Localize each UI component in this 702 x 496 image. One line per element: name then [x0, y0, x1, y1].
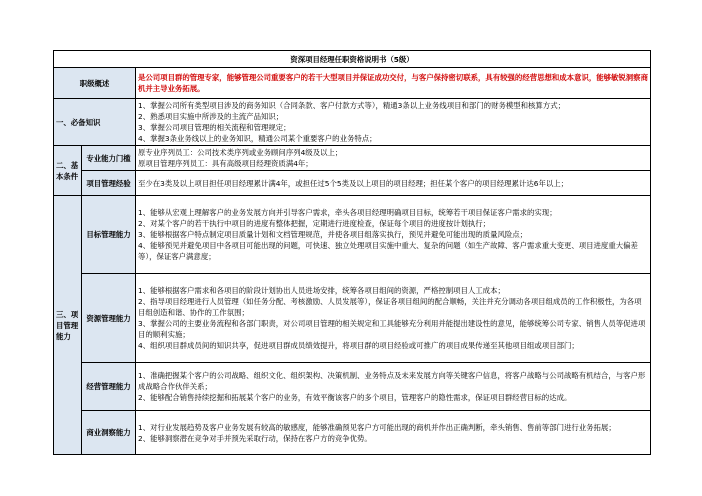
experience-label: 项目管理经验: [82, 171, 136, 196]
basic-conditions-label: 二、基本条件: [54, 146, 82, 196]
title-row: [54, 51, 651, 68]
insight-content: [136, 411, 651, 455]
target-mgmt-label: 目标管理能力: [82, 196, 136, 274]
overview-text: 是公司项目群的管理专家，能够管理公司重要客户的若干大型项目并保证成功交付，与客户保持密切联系，具有较强的经营思想和成本意识，能够敏锐洞察商机并主导业务拓展。: [136, 68, 651, 99]
knowledge-line: 4、掌握3条业务线以上的业务知识，精通公司某个重要客户的业务特点；: [138, 134, 377, 143]
resource-mgmt-line: 4、组织项目群成员间的知识共享，促进项目群成员绩效提升，将项目群的项目经验或可推广的项目成果传递至其他项目组或项目部门；: [138, 341, 579, 350]
insight-label: 商业洞察能力: [82, 411, 136, 455]
threshold-content: [136, 146, 651, 171]
threshold-label: 专业能力门槛: [82, 146, 136, 171]
overview-row: [54, 68, 651, 99]
knowledge-row: [54, 99, 651, 146]
resource-mgmt-content: [136, 274, 651, 363]
business-mgmt-label: 经营管理能力: [82, 363, 136, 411]
target-mgmt-row: [54, 196, 651, 274]
business-mgmt-content: [136, 363, 651, 411]
knowledge-label: 一、必备知识: [54, 99, 136, 146]
resource-mgmt-line: 3、掌握公司的主要业务流程和各部门职责，对公司项目管理的相关规定和工具能够充分利用并能提出建设性的意见，能够统筹公司专家、销售人员等促进项目的顺利实施；: [138, 319, 646, 339]
insight-line: 1、对行业发展趋势及客户业务发展有较高的敏感度，能够准确预见客户方可能出现的商机并作出正确判断，牵头销售、售前等部门进行业务拓展；: [138, 422, 616, 432]
resource-mgmt-label: 资源管理能力: [82, 274, 136, 363]
basic-experience-row: [54, 171, 651, 196]
knowledge-line: 3、掌握公司项目管理的相关流程和管理规定；: [138, 123, 291, 132]
threshold-line: 原专业序列员工：公司技术类序列或业务顾问序列4级及以上；: [138, 148, 343, 157]
knowledge-content: [136, 99, 651, 146]
experience-content: [136, 171, 651, 196]
document-title: 资深项目经理任职资格说明书（5级）: [54, 51, 651, 68]
target-mgmt-line: 3、能够根据客户特点制定项目质量计划和文档管理规范，并使各项目组落实执行，预见并避免可能出现的质量风险点；: [138, 230, 528, 239]
threshold-line: 原项目管理序列员工：具有高级项目经理资质满4年；: [138, 159, 313, 168]
basic-threshold-row: [54, 146, 651, 171]
target-mgmt-content: [136, 196, 651, 274]
target-mgmt-line: 2、对某个客户的若干执行中项目的进度有整体把握，定期进行进度检查，保证每个项目的进度按计划执行；: [138, 219, 491, 228]
qualification-table: [53, 50, 651, 455]
business-mgmt-line: 1、准确把握某个客户的公司战略、组织文化、组织架构、决策机制、业务特点及未来发展方向等关键客户信息，将客户战略与公司战略有机结合，与客户形成战略合作伙伴关系；: [138, 371, 646, 391]
knowledge-line: 2、熟悉项目实施中所涉及的主流产品知识；: [138, 112, 284, 121]
project-mgmt-ability-label: 三、项目管理能力: [54, 196, 82, 455]
target-mgmt-line: 1、能够从宏观上理解客户的业务发展方向并引导客户需求，牵头各项目经理明确项目目标，统筹若干项目保证客户需求的实现；: [138, 208, 557, 217]
experience-line: 至少在3类及以上项目担任项目经理累计满4年，或担任过5个5类及以上项目的项目经理；担任某个客户的项目经理累计达6年以上；: [138, 178, 569, 188]
target-mgmt-line: 4、能够预见并避免项目中各项目可能出现的问题，可快速、独立处理项目实施中重大、复杂的问题（如生产故障、客户需求重大变更、项目进度重大偏差等），保证客户满意度；: [138, 241, 638, 261]
insight-row: [54, 411, 651, 455]
insight-line: 2、能够洞察潜在竞争对手并预先采取行动，保持在客户方的竞争优势。: [138, 433, 372, 443]
knowledge-line: 1、掌握公司所有类型项目涉及的商务知识（合同条款、客户付款方式等），精通3条以上业务线项目和部门的财务模型和核算方式；: [138, 101, 565, 110]
business-mgmt-line: 2、能够配合销售持续挖掘和拓展某个客户的业务，有效平衡该客户的多个项目，管理客户的隐性需求，保证项目群经营目标的达成。: [138, 393, 572, 402]
resource-mgmt-row: [54, 274, 651, 363]
overview-label: 职级概述: [54, 68, 136, 99]
resource-mgmt-line: 2、指导项目经理进行人员管理（如任务分配、考核激励、人员发展等），保证各项目组间的配合顺畅，关注并充分调动各项目组成员的工作积极性，为各项目组创造和谐、协作的工作氛围；: [138, 297, 642, 317]
business-mgmt-row: [54, 363, 651, 411]
resource-mgmt-line: 1、能够根据客户需求和各项目的阶段计划协出人员进场安排，统筹各项目组间的资源，严格控制项目人工成本；: [138, 286, 505, 295]
